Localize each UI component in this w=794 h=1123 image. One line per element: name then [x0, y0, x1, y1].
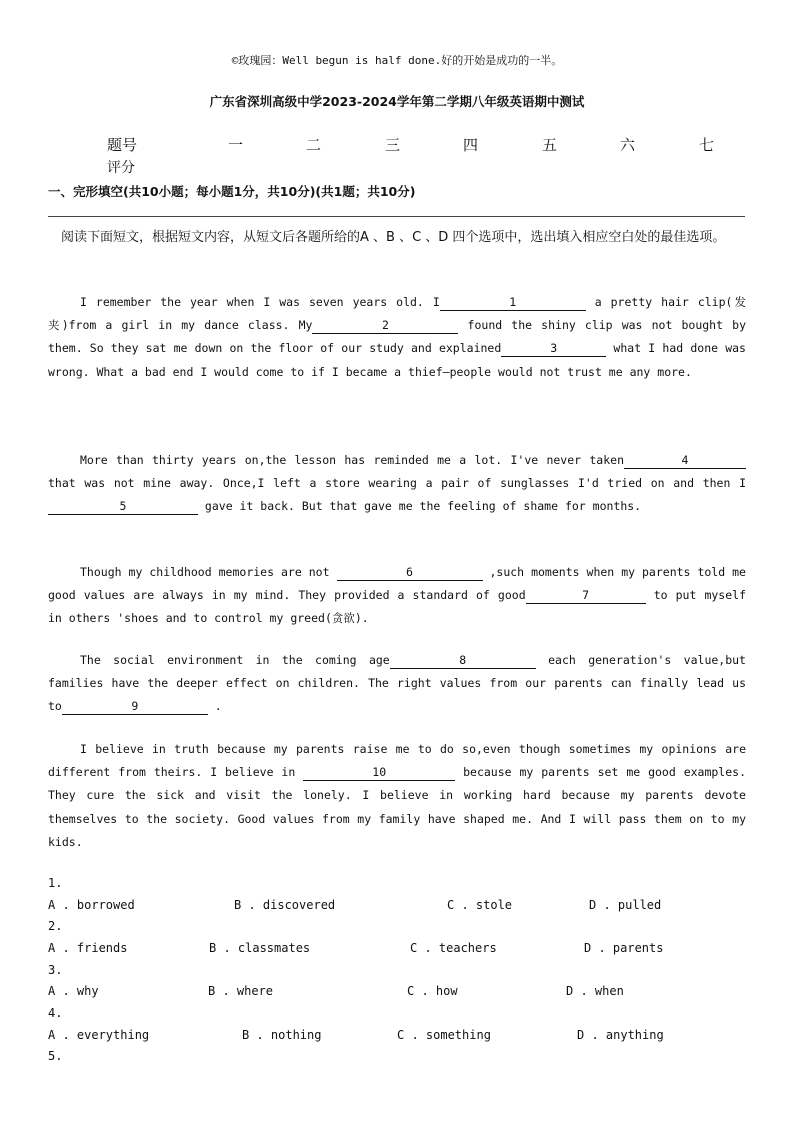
question-4-option-b[interactable]: B . nothing	[242, 1028, 322, 1042]
blank-1[interactable]: 1	[440, 294, 586, 311]
blank-10[interactable]: 10	[303, 764, 455, 781]
blank-2[interactable]: 2	[312, 317, 458, 334]
instruction-text	[48, 226, 746, 250]
score-row-label: 题号	[107, 136, 138, 154]
passage-text: because my parents set me good examples. They cure the sick and visit the lonely. I believe in working hard because my parents devote themselves to the society. Good values from my family have shaped me. And I will pass them on to my kids.	[48, 765, 747, 849]
passage-text: More than thirty years on,the lesson has reminded me a lot. I've never taken	[80, 453, 624, 467]
blank-6[interactable]: 6	[337, 564, 483, 581]
question-3-option-d[interactable]: D . when	[566, 984, 624, 998]
passage-text: to put myself in others 'shoes and to control my greed(贪欲).	[48, 588, 746, 626]
question-1-number: 1.	[48, 876, 63, 890]
score-table-header-row	[0, 134, 794, 154]
question-2-option-c[interactable]: C . teachers	[410, 941, 497, 955]
passage-paragraph-2	[48, 449, 746, 519]
blank-4[interactable]: 4	[624, 452, 746, 469]
passage-text: The social environment in the coming age	[80, 653, 390, 667]
score-column-5: 五	[542, 136, 558, 154]
passage-text: found the shiny clip was not bought by them. So they sat me down on the floor of our study and explained	[48, 318, 746, 356]
page-title: 广东省深圳高级中学2023-2024学年第二学期八年级英语期中测试	[209, 94, 585, 109]
question-1-option-a[interactable]: A . borrowed	[48, 898, 135, 912]
blank-5[interactable]: 5	[48, 498, 198, 515]
score-column-6: 六	[620, 136, 636, 154]
passage-paragraph-3	[48, 561, 746, 631]
passage-text: Though my childhood memories are not	[80, 565, 337, 579]
passage-paragraph-4	[48, 649, 746, 719]
question-3-option-b[interactable]: B . where	[208, 984, 274, 998]
question-4-option-a[interactable]: A . everything	[48, 1028, 150, 1042]
question-1-option-d[interactable]: D . pulled	[589, 898, 662, 912]
score-column-3: 三	[385, 136, 401, 154]
question-2-option-d[interactable]: D . parents	[584, 941, 664, 955]
score-label: 评分	[107, 160, 135, 176]
score-column-2: 二	[306, 136, 322, 154]
instruction-body: 阅读下面短文，根据短文内容，从短文后各题所给的A 、B 、C 、D 四个选项中，选出填入相应空白处的最佳选项。	[61, 230, 726, 245]
score-column-4: 四	[463, 136, 479, 154]
question-4-option-c[interactable]: C . something	[397, 1028, 491, 1042]
passage-text: I believe in truth because my parents raise me to do so,even though sometimes my opinions are different from theirs. I believe in	[48, 742, 746, 780]
passage-text: gave it back. But that gave me the feeling of shame for months.	[198, 499, 642, 514]
blank-3[interactable]: 3	[501, 340, 606, 357]
question-2-option-a[interactable]: A . friends	[48, 941, 128, 955]
header-motto: ©玫瑰园：Well begun is half done.好的开始是成功的一半。	[231, 54, 563, 67]
question-3-number: 3.	[48, 963, 63, 977]
blank-9[interactable]: 9	[62, 698, 208, 715]
question-4-option-d[interactable]: D . anything	[577, 1028, 664, 1042]
question-1-option-b[interactable]: B . discovered	[234, 898, 336, 912]
passage-paragraph-1	[48, 291, 746, 384]
question-1-option-c[interactable]: C . stole	[447, 898, 513, 912]
score-column-7: 七	[699, 136, 715, 154]
question-3-option-a[interactable]: A . why	[48, 984, 99, 998]
question-4-number: 4.	[48, 1006, 63, 1020]
passage-text: each generation's value,but families have the deeper effect on children. The right values from our parents can finally lead us to	[48, 653, 746, 714]
score-column-1: 一	[228, 136, 244, 154]
passage-paragraph-5	[48, 738, 746, 854]
divider	[48, 216, 745, 217]
passage-text: .	[207, 699, 222, 714]
question-2-number: 2.	[48, 919, 63, 933]
question-2-option-b[interactable]: B . classmates	[209, 941, 311, 955]
blank-7[interactable]: 7	[526, 587, 646, 604]
passage-text: what I had done was wrong. What a bad end I would come to if I became a thief—people would not trust me any more.	[48, 341, 746, 379]
passage-text: I remember the year when I was seven years old. I	[80, 295, 440, 309]
passage-text: ,such moments when my parents told me good values are always in my mind. They provided a standard of good	[48, 565, 746, 603]
section-heading: 一、完形填空(共10小题；每小题1分，共10分)(共1题；共10分)	[48, 184, 416, 199]
question-5-number: 5.	[48, 1049, 63, 1063]
passage-text: a pretty hair clip(发夹)from a girl in my dance class. My	[48, 295, 746, 333]
passage-text: that was not mine away. Once,I left a store wearing a pair of sunglasses I'd tried on and then I	[48, 476, 746, 491]
blank-8[interactable]: 8	[390, 652, 536, 669]
question-3-option-c[interactable]: C . how	[407, 984, 458, 998]
